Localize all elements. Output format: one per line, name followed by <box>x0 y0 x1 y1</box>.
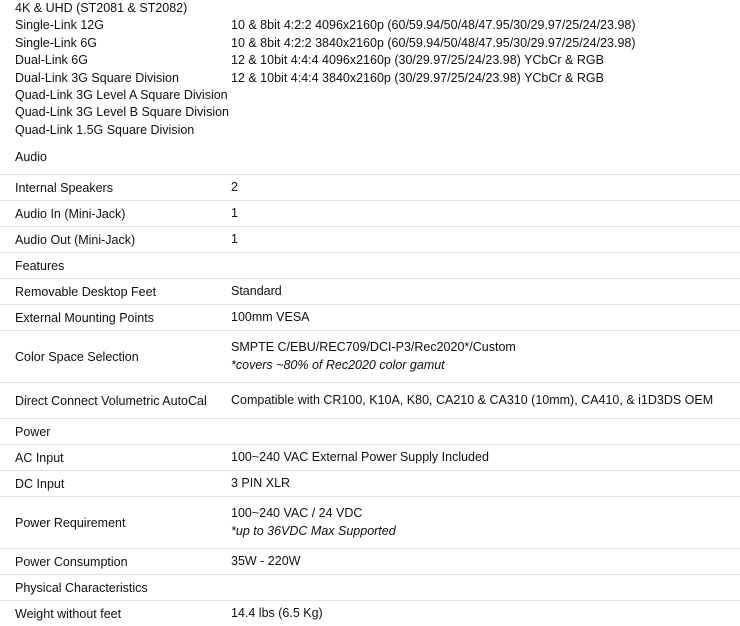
spec-value: SMPTE C/EBU/REC709/DCI-P3/Rec2020*/Custom <box>231 340 516 354</box>
spec-label: Power Requirement <box>15 515 126 530</box>
spec-line-single-link-6g <box>15 35 735 52</box>
spec-line-dual-link-3g <box>15 70 735 87</box>
section-title: Physical Characteristics <box>15 580 148 595</box>
spec-value: 10 & 8bit 4:2:2 3840x2160p (60/59.94/50/48/47.95/30/29.97/25/24/23.98) <box>231 35 636 50</box>
spec-label: Power Consumption <box>15 554 128 569</box>
spec-label: Quad-Link 1.5G Square Division <box>15 122 195 137</box>
spec-label: Direct Connect Volumetric AutoCal <box>15 393 207 408</box>
spec-row-desktop-feet <box>0 279 740 305</box>
section-title: Features <box>15 258 65 273</box>
spec-value-block <box>231 339 740 374</box>
spec-value: 1 <box>231 231 238 246</box>
spec-label: Weight without feet <box>15 606 122 621</box>
spec-value: 12 & 10bit 4:4:4 4096x2160p (30/29.97/25/24/23.98) YCbCr & RGB <box>231 53 604 68</box>
spec-row-autocal <box>0 383 740 419</box>
spec-row-audio-out <box>0 227 740 253</box>
spec-value <box>231 87 735 104</box>
spec-row-mounting-points <box>0 305 740 331</box>
spec-value: 100mm VESA <box>231 309 310 324</box>
video-format-list <box>15 0 735 139</box>
spec-footnote: *covers ~80% of Rec2020 color gamut <box>231 357 445 372</box>
spec-label: Internal Speakers <box>15 180 113 195</box>
spec-line-quad-link-3g-a <box>15 87 735 104</box>
spec-value: Standard <box>231 283 282 298</box>
spec-line-quad-link-3g-b <box>15 104 735 121</box>
spec-line-quad-link-1-5g <box>15 122 735 139</box>
spec-footnote: *up to 36VDC Max Supported <box>231 523 396 538</box>
spec-row-power-requirement <box>0 497 740 549</box>
section-title: Power <box>15 424 51 439</box>
spec-label: Quad-Link 3G Level B Square Division <box>15 105 230 120</box>
spec-row-ac-input <box>0 445 740 471</box>
spec-row-audio-in <box>0 201 740 227</box>
spec-row-color-space <box>0 331 740 383</box>
spec-value <box>231 0 735 17</box>
spec-line-dual-link-6g <box>15 52 735 69</box>
spec-label: External Mounting Points <box>15 310 154 325</box>
spec-label: Dual-Link 6G <box>15 53 88 68</box>
section-header-audio <box>0 139 740 175</box>
spec-label: Audio In (Mini-Jack) <box>15 206 126 221</box>
spec-label: Color Space Selection <box>15 349 139 364</box>
spec-value: Compatible with CR100, K10A, K80, CA210 & CA310 (10mm), CA410, & i1D3DS OEM <box>231 392 714 407</box>
section-header-power <box>0 419 740 445</box>
spec-row-power-consumption <box>0 549 740 575</box>
spec-value <box>231 122 735 139</box>
spec-value: 2 <box>231 179 238 194</box>
spec-value: 3 PIN XLR <box>231 475 291 490</box>
spec-value: 12 & 10bit 4:4:4 3840x2160p (30/29.97/25/24/23.98) YCbCr & RGB <box>231 70 604 85</box>
spec-label: AC Input <box>15 450 64 465</box>
spec-label: Audio Out (Mini-Jack) <box>15 232 136 247</box>
spec-line-4k-uhd <box>15 0 735 17</box>
spec-label: Removable Desktop Feet <box>15 284 157 299</box>
spec-line-single-link-12g <box>15 17 735 34</box>
section-title: Audio <box>15 149 47 164</box>
section-header-features <box>0 253 740 279</box>
spec-row-dc-input <box>0 471 740 497</box>
spec-value <box>231 104 735 121</box>
spec-row-internal-speakers <box>0 175 740 201</box>
spec-row-weight <box>0 601 740 626</box>
section-header-physical <box>0 575 740 601</box>
spec-value: 35W - 220W <box>231 553 301 568</box>
spec-value: 100~240 VAC External Power Supply Included <box>231 449 489 464</box>
spec-label: 4K & UHD (ST2081 & ST2082) <box>15 1 188 15</box>
spec-value: 100~240 VAC / 24 VDC <box>231 506 363 520</box>
spec-value: 1 <box>231 205 238 220</box>
spec-label: DC Input <box>15 476 65 491</box>
spec-label: Quad-Link 3G Level A Square Division <box>15 87 228 102</box>
spec-label: Single-Link 6G <box>15 35 97 50</box>
spec-label: Dual-Link 3G Square Division <box>15 70 179 85</box>
spec-value: 14.4 lbs (6.5 Kg) <box>231 605 323 620</box>
spec-value: 10 & 8bit 4:2:2 4096x2160p (60/59.94/50/48/47.95/30/29.97/25/24/23.98) <box>231 18 636 33</box>
spec-label: Single-Link 12G <box>15 18 104 33</box>
spec-value-block <box>231 505 740 540</box>
spec-table <box>0 139 740 626</box>
